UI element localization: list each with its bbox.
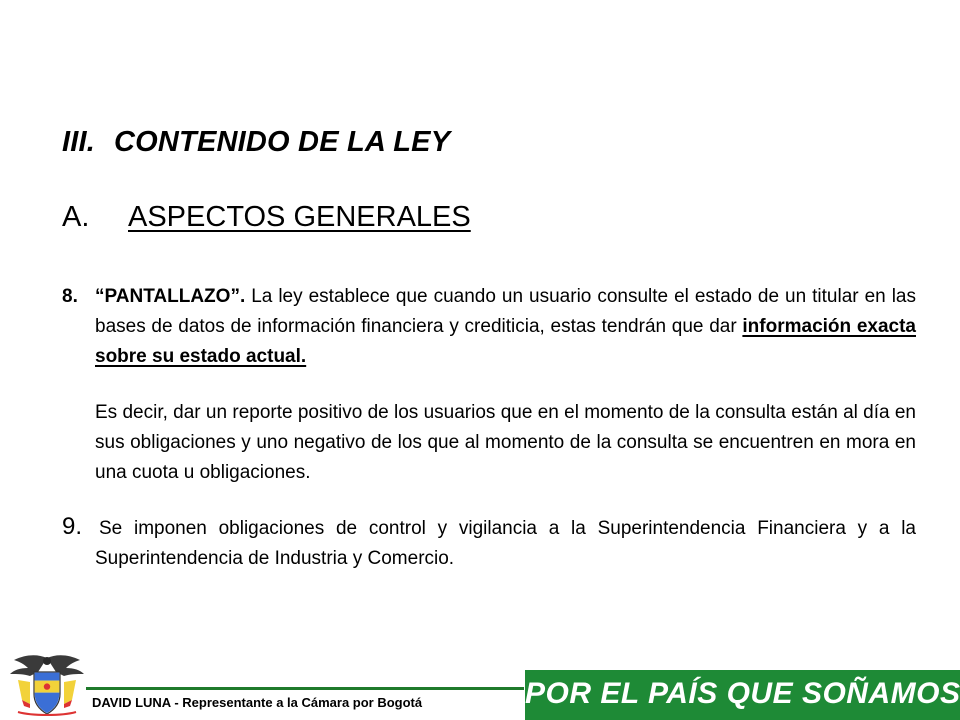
section-title — [62, 126, 450, 159]
subsection-title — [62, 201, 471, 234]
item-8-note-paragraph — [62, 398, 916, 488]
item-8-underlined: información exacta sobre su estado actual. — [95, 316, 916, 367]
item-9-text: Se imponen obligaciones de control y vigilancia a la Superintendencia Financiera y a la Superintendencia de Industria y Comercio. — [95, 518, 916, 569]
footer-credit: DAVID LUNA - Representante a la Cámara por Bogotá — [92, 695, 423, 710]
slogan-banner — [525, 670, 960, 720]
item-8-paragraph — [62, 282, 916, 372]
item-9-number: 9. — [62, 513, 83, 540]
subsection-letter: A. — [62, 201, 90, 233]
slogan-text: POR EL PAÍS QUE SOÑAMOS — [525, 677, 960, 710]
item-8-note-text: Es decir, dar un reporte positivo de los usuarios que en el momento de la consulta están al día en sus obligaciones y uno negativo de los que al momento de la consulta se encuentren en mora en una cuota u obligaciones. — [95, 402, 916, 483]
section-title-text: CONTENIDO DE LA LEY — [114, 126, 451, 158]
item-8-number: 8. — [62, 286, 78, 307]
colombia-coat-of-arms-icon — [8, 652, 86, 718]
section-number: III. — [62, 126, 96, 158]
item-8-lead: “PANTALLAZO”. — [95, 286, 246, 307]
item-8-text: La ley establece que cuando un usuario consulte el estado de un titular en las bases de datos de información financiera y crediticia, estas tendrán que dar — [95, 286, 916, 337]
footer-divider — [86, 687, 524, 690]
item-9-paragraph — [62, 512, 916, 574]
subsection-title-text: ASPECTOS GENERALES — [128, 201, 471, 233]
